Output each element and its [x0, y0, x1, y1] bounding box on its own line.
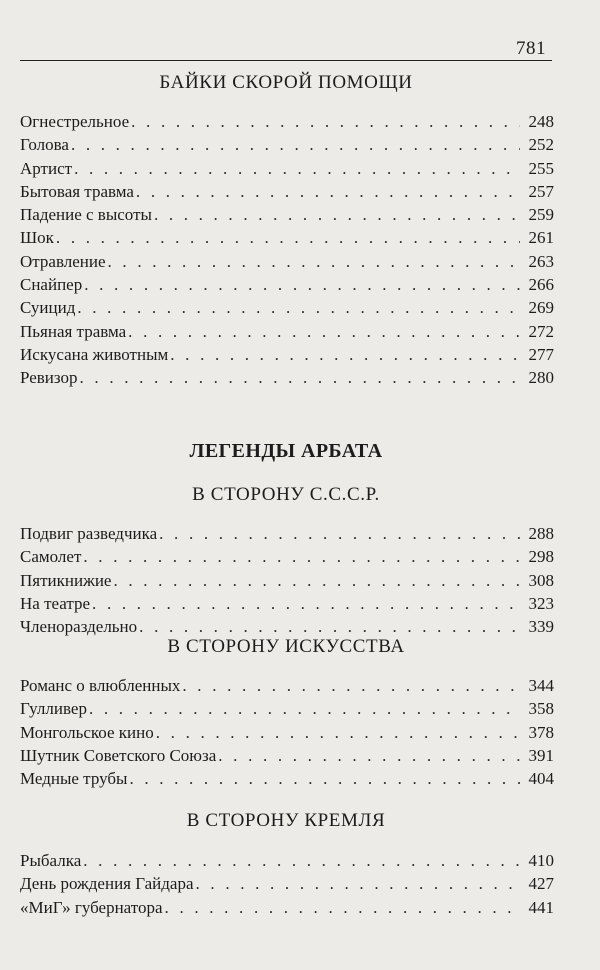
toc-entry-page: 339: [528, 617, 554, 637]
dot-leader: [136, 182, 520, 202]
toc-list-baiki: [20, 112, 554, 392]
toc-entry: [20, 298, 554, 321]
toc-entry: [20, 159, 554, 182]
toc-entry: [20, 594, 554, 617]
toc-entry-page: 277: [528, 344, 554, 364]
toc-entry-title: Гулливер: [20, 699, 87, 719]
toc-entry: [20, 252, 554, 275]
toc-entry-page: 280: [528, 368, 554, 388]
toc-entry: [20, 874, 554, 897]
toc-entry-title: Снайпер: [20, 275, 83, 295]
toc-entry: [20, 345, 554, 368]
toc-entry: [20, 112, 554, 135]
dot-leader: [113, 571, 520, 591]
toc-entry-page: 427: [528, 874, 554, 894]
toc-entry-title: Пьяная травма: [20, 321, 127, 341]
toc-entry-title: Отравление: [20, 251, 106, 271]
toc-entry-title: Медные трубы: [20, 769, 128, 789]
toc-entry-page: 288: [528, 524, 554, 543]
dot-leader: [156, 723, 520, 743]
toc-entry-title: Суицид: [20, 298, 76, 318]
page-number: 781: [516, 38, 546, 59]
toc-entry-page: 404: [528, 769, 554, 789]
toc-entry-page: 255: [528, 158, 554, 178]
dot-leader: [89, 699, 520, 719]
toc-entry-page: 298: [528, 547, 554, 567]
toc-entry-page: 391: [528, 745, 554, 765]
toc-entry-page: 308: [528, 570, 554, 590]
toc-entry-title: Самолет: [20, 547, 82, 567]
header-rule: [20, 60, 552, 61]
toc-entry: [20, 676, 554, 699]
toc-entry-title: Пятикнижие: [20, 570, 112, 590]
toc-entry-title: Монгольское кино: [20, 722, 154, 742]
toc-entry: [20, 322, 554, 345]
subsection-title-iskusstvo: В СТОРОНУ ИСКУССТВА: [167, 636, 405, 657]
dot-leader: [92, 594, 520, 614]
dot-leader: [154, 205, 520, 225]
toc-list-iskusstvo: [20, 676, 554, 792]
toc-entry-title: Огнестрельное: [20, 112, 130, 131]
dot-leader: [218, 746, 520, 766]
dot-leader: [182, 676, 520, 696]
dot-leader: [165, 898, 520, 918]
toc-list-sssr: [20, 524, 554, 640]
toc-entry-title: Искусана животным: [20, 344, 169, 364]
toc-entry: [20, 723, 554, 746]
dot-leader: [131, 112, 520, 132]
toc-entry-title: Членораздельно: [20, 617, 138, 637]
toc-entry: [20, 746, 554, 769]
toc-entry-page: 378: [528, 722, 554, 742]
toc-entry-page: 263: [528, 251, 554, 271]
toc-entry: [20, 228, 554, 251]
dot-leader: [128, 322, 520, 342]
dot-leader: [71, 135, 520, 155]
toc-entry-page: 272: [528, 321, 554, 341]
dot-leader: [56, 228, 520, 248]
part-title-legendy: ЛЕГЕНДЫ АРБАТА: [189, 440, 383, 462]
toc-entry: [20, 898, 554, 921]
subsection-title-kreml: В СТОРОНУ КРЕМЛЯ: [186, 810, 386, 831]
toc-entry: [20, 205, 554, 228]
toc-entry-title: Подвиг разведчика: [20, 524, 158, 543]
dot-leader: [139, 617, 520, 637]
toc-entry-page: 266: [528, 275, 554, 295]
toc-entry: [20, 524, 554, 547]
toc-entry-title: Артист: [20, 158, 73, 178]
dot-leader: [83, 547, 520, 567]
toc-entry: [20, 851, 554, 874]
toc-entry-page: 410: [528, 851, 554, 870]
toc-entry-title: Голова: [20, 135, 69, 155]
toc-entry-title: Бытовая травма: [20, 181, 134, 201]
dot-leader: [129, 769, 520, 789]
dot-leader: [74, 159, 520, 179]
toc-entry: [20, 547, 554, 570]
toc-entry-page: 259: [528, 205, 554, 225]
toc-entry-page: 257: [528, 181, 554, 201]
dot-leader: [196, 874, 520, 894]
toc-entry: [20, 699, 554, 722]
toc-entry-title: Шутник Советского Союза: [20, 745, 217, 765]
toc-entry-title: На театре: [20, 593, 91, 613]
dot-leader: [77, 298, 520, 318]
toc-entry: [20, 182, 554, 205]
toc-entry-title: Шок: [20, 228, 54, 248]
toc-entry: [20, 275, 554, 298]
dot-leader: [108, 252, 520, 272]
toc-entry-page: 441: [528, 897, 554, 917]
toc-entry-page: 252: [528, 135, 554, 155]
toc-entry-title: Падение с высоты: [20, 205, 152, 225]
toc-entry-page: 323: [528, 593, 554, 613]
toc-entry-title: Романс о влюбленных: [20, 676, 181, 695]
subsection-title-sssr: В СТОРОНУ С.С.С.Р.: [192, 484, 380, 505]
toc-entry-page: 269: [528, 298, 554, 318]
toc-entry-page: 261: [528, 228, 554, 248]
dot-leader: [83, 851, 520, 871]
toc-entry-page: 358: [528, 699, 554, 719]
toc-entry-title: Ревизор: [20, 368, 78, 388]
toc-entry-title: День рождения Гайдара: [20, 874, 194, 894]
dot-leader: [84, 275, 520, 295]
section-title-baiki: БАЙКИ СКОРОЙ ПОМОЩИ: [159, 72, 413, 93]
toc-entry-page: 344: [528, 676, 554, 695]
dot-leader: [170, 345, 520, 365]
toc-entry-title: «МиГ» губернатора: [20, 897, 163, 917]
toc-entry: [20, 368, 554, 391]
toc-entry: [20, 769, 554, 792]
dot-leader: [159, 524, 520, 544]
toc-entry-page: 248: [528, 112, 554, 131]
toc-entry: [20, 135, 554, 158]
toc-entry: [20, 571, 554, 594]
dot-leader: [80, 368, 520, 388]
toc-list-kreml: [20, 851, 554, 921]
toc-entry-title: Рыбалка: [20, 851, 82, 870]
